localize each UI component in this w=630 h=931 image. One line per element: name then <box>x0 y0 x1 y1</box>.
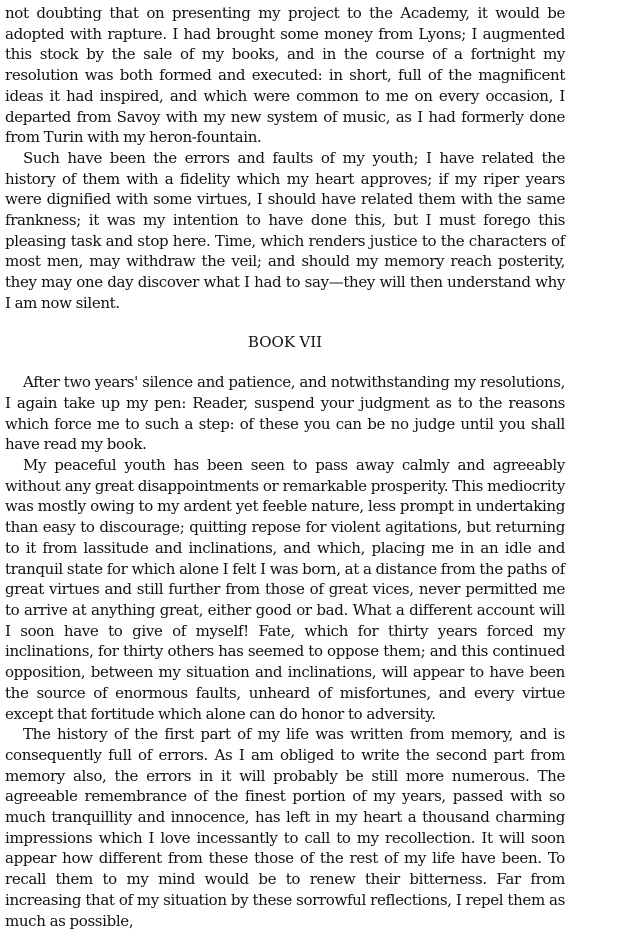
paragraph-peaceful-youth: My peaceful youth has been seen to pass away calmly and agreeably without any great disappointments or remarkable prosperity. This mediocrity was mostly owing to my ardent yet feeble nature, less prompt in undertaking than easy to discourage; quitting repose for violent agitations, but returning to it from lassitude and inclinations, and which, placing me in an idle and tranquil state for which alone I felt I was born, at a distance from the paths of great virtues and still further from those of great vices, never permitted me to arrive at anything great, either good or bad. What a different account will I soon have to give of myself! Fate, which for thirty years forced my inclinations, for thirty others has seemed to oppose them; and this continued opposition, between my situation and inclinations, will appear to have been the source of enormous faults, unheard of misfortunes, and every virtue except that fortitude which alone can do honor to adversity. <box>5 456 565 723</box>
paragraph-history-memory: The history of the first part of my life was written from memory, and is consequently full of errors. As I am obliged to write the second part from memory also, the errors in it will probably be still more numerous. The agreeable remembrance of the finest portion of my years, passed with so much tranquillity and innocence, has left in my heart a thousand charming impressions which I love incessantly to call to my recollection. It will soon appear how different from these those of the rest of my life have been. To recall them to my mind would be to renew their bitterness. Far from increasing that of my situation by these sorrowful reflections, I repel them as much as possible, <box>5 725 565 930</box>
book-heading: BOOK VII <box>247 332 323 351</box>
document-page <box>5 3 565 931</box>
paragraph-errors-of-youth: Such have been the errors and faults of my youth; I have related the history of them with a fidelity which my heart approves; if my riper years were dignified with some virtues, I should have related them with the same frankness; it was my intention to have done this, but I must forego this pleasing task and stop here. Time, which renders justice to the characters of most men, may withdraw the veil; and should my memory reach posterity, they may one day discover what I had to say—they will then understand why I am now silent. <box>5 148 565 312</box>
paragraph-continued: not doubting that on presenting my project to the Academy, it would be adopted with rapture. I had brought some money from Lyons; I augmented this stock by the sale of my books, and in the course of a fortnight my resolution was both formed and executed: in short, full of the magnificent ideas it had inspired, and which were common to me on every occasion, I departed from Savoy with my new system of music, as I had formerly done from Turin with my heron-fountain. <box>5 4 565 147</box>
paragraph-silence: After two years' silence and patience, and notwithstanding my resolutions, I again take up my pen: Reader, suspend your judgment as to the reasons which force me to such a step: of these you can be no judge until you shall have read my book. <box>5 373 565 454</box>
